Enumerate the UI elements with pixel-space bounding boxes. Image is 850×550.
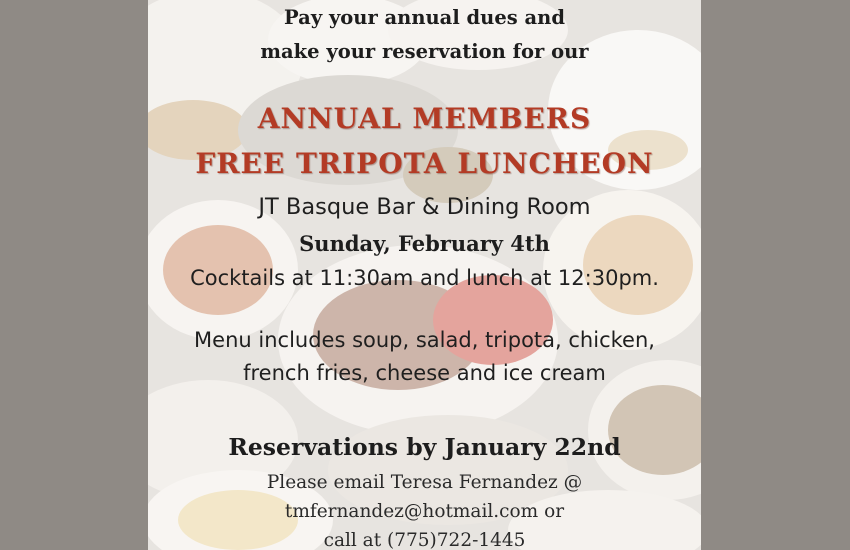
contact-phone: call at (775)722-1445 (323, 530, 526, 550)
contact-email: tmfernandez@hotmail.com or (284, 501, 565, 522)
intro-line-1: Pay your annual dues and (284, 6, 565, 29)
venue-name: JT Basque Bar & Dining Room (258, 194, 591, 220)
reservation-deadline: Reservations by January 22nd (228, 433, 621, 461)
event-times: Cocktails at 11:30am and lunch at 12:30pm. (190, 266, 659, 290)
menu-line-1: Menu includes soup, salad, tripota, chicken, (194, 328, 655, 352)
luncheon-flyer (148, 0, 701, 550)
menu-line-2: french fries, cheese and ice cream (243, 361, 606, 385)
headline-line-2: FREE TRIPOTA LUNCHEON (195, 147, 654, 180)
flyer-text (148, 0, 701, 550)
intro-line-2: make your reservation for our (260, 40, 589, 63)
event-date: Sunday, February 4th (299, 231, 550, 256)
headline-line-1: ANNUAL MEMBERS (257, 102, 592, 135)
contact-line-1: Please email Teresa Fernandez @ (266, 472, 583, 493)
